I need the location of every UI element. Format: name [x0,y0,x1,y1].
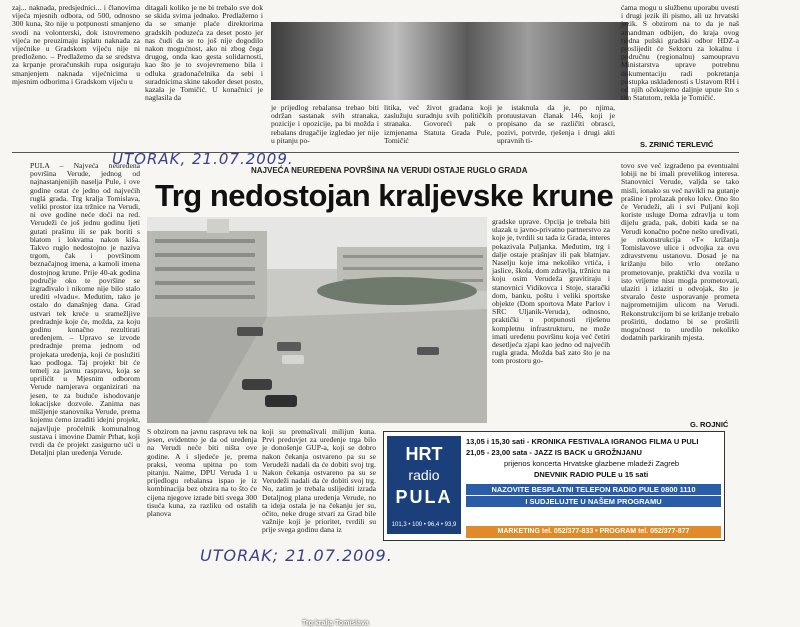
article-column-far-right: tovo sve već izgrađeno pa eventualni lobiji ne bi imali prevelikog interesa. Stanovnici Verude, valjda se tako misli, ionako su već navikli na gutanje prašine i prolazak preko lokv. Ono što će Verudeži, ali i svi Puljani koji koriste usluge Doma zdravlja u tom dijelu grada, pak, dobiti kada se na Verudi konačno počne nešto uređivati, je rekonstrukcija »T« križanja Tomislavove ulice i odvojka za ovu zdravstvenu ustanovu. Dosad je na križanju bilo vrlo otežano prometovanje, praktički dva vozila u isto vrijeme nisu mogla prometovati, ulaziti i izlaziti u odvojak, što je stvaralo česte usporavanje prometa najprometnijim ulicom na Verudi. Rekonstrukcijom bi se križanje trebalo proširiti, dodatno bi se proširili mogućnost to uredilo nekoliko dodatnih parkiranih mjesta. [621,161,739,343]
ad-line-1: 13,05 i 15,30 sati - KRONIKA FESTIVALA IGRANOG FILMA U PULI [466,437,699,446]
ad-line-3: prijenos koncerta Hrvatske glazbene mladeži Zagreb [504,459,680,468]
ad-footer-phones: MARKETING tel. 052/377-833 • PROGRAM tel. 052/377-877 [466,526,721,538]
photo-caption: Trg kralja Tomislava [302,620,369,627]
logo-frequencies: 101,3 • 100 • 96,4 • 93,9 [391,522,457,528]
ad-line-2: 21,05 - 23,00 sata - JAZZ IS BACK u GROŽNJANU [466,448,642,457]
article-column-left: PULA – Najveća neuređena površina Verude, jednog od najnastanjenijih naselja Pule, i ove godine ostat će jedno od najvećih ruglá grada. Trg kralja Tomislava, veliki prostor iza tržnice na Verudi, ni ove godine neće doći na red. Verudeži će još jednu godinu ljeti gutati prašinu ili se pak boriti s blatom i lokvama nakon kiša. Takvo ruglo nedostojno je naziva trgom, čak i površinom beznačajnog imena, a kamoli imena dostojnog krune. Prije 40-ak godina područje oko te površine se izgrađivalo i nikome nije bilo stalo urediti »lvadu«. Međutim, tako je ostalo do današnjeg dana. Grad ustvari tek kreće u sramežljive predradnje koje će, možda, za koju godinu konačno rezultirati uređenjem. – Upravo se izvode predradnje prema jednom od projekata uređenja, koji će poslužiti kao podloga. Taj projekt bit će temelj za javnu raspravu, koja se uprilićit u Mjesnim odborom Verude namjerava organizirati na jesen, te za buduće ishodovanje lokacijske dozvole. Zanima nas mišljenje stanovnika Verude, prema kojemu ćemo izraditi idejni projekt, najavljuje pročelnik komunalnog sustava i imovine Damir Prhat, koji tvrdi da će projekt zasigurno ući u Detaljni plan uređenja Verude. [30,161,140,458]
top-photo-car-interior [271,22,628,100]
top-column-6: ćama mogu u službenu uporabu uvesti i drugi jezik ili pismo, ali uz hrvatski jezik. S obzirom na to da je naš amandman odbijen, do kraja ovog tjedna pulski gradski odbor HDZ-a proslijedit će Sektoru za lokalnu i područnu (regionalnu) samoupravu Ministarstva uprave potrebnu dokumentaciju radi pokretanja postupka usklađenosti s Ustavom RH i od njih očekujemo daljnje upute što s tim Statutom, rekla je Tomičić. [621,3,739,103]
handwritten-date-top: UTORAK, 21.07.2009. [112,150,294,168]
ad-line-4: DNEVNIK RADIO PULE u 15 sati [534,470,649,479]
logo-hrt: HRT [405,444,443,464]
article-column-right-mid: gradske uprave. Opcija je trebala biti ulazak u javno-privatno partnerstvo za koje je, tvrdili su tada iz Grada, interes pokazivala Puljanka. Međutim, trg i dalje ostaje prašnjav ili pak blatnjav. Naselju koje ima nekoliko vrtića, i jaslice, škola, dom zdravlja, tržnicu na koju osim Verudeža gravitiraju i stanovnici Vidikovca i Stoje, starački dom, banku, poštu i veliki sportske objekte (Dom sportova Mate Parlov i SRC Uljanik-Veruda), odnosno, praktički u potpunosti riješenu kompletnu infrastrukturu, ne može imati uređenu površinu koja već četiri desetljeća zjapi kao jedno od najvećih rugla grada. Možda baš zato što je na tom prostoru go- [492,217,610,366]
logo-radio: radio [408,467,440,483]
radio-pula-advertisement [383,431,725,541]
article-byline: G. ROJNIĆ [690,420,729,429]
article-column-mid-2: koji su premašivali milijun kuna. Prvi preduvjet za uređenje trga bilo je donošenje GUP-a, koji se dobro nakon čekanja ostvareno pa su se Verudeži nadali da će dobiti svoj trg. Nakon čekanja ostvareno pa su se Verudeži nadali da će dobiti svoj trg. No, zatim je trebala uslijediti izrada Detaljnog plana uređenja Verude, no ta ideja ostala je na čekanju jer su, očito, neke druge stvari za Grad bile važnije koji je prioritet, tvrdili su prije svega godinu dana iz [262,427,376,535]
top-column-2: ditagali koliko je ne bi trebalo sve dok se skida svima jednako. Predlažemo i da se smanje plaće direktorima gradskih poduzeća za deset posto jer nas čudi da se to još nije dogodilo nakon mogućnost, ako ni zbog čega drugog, onda kao gesta solidarnosti, kao što je to svojevremeno bila i odluka gradonačelnika da sebi i suradnicima skine također deset posto, kazala je Tomičić. U konačnici je naglasila da [145,3,263,103]
main-photo-illustration [147,217,487,423]
top-column-5: je istaknula da je, po njima, protuustavan članak 146, koji je propisano da se različiti obrasci, pozivi, potvrde, rješenja i drugi akti upravnih ti- [497,103,615,145]
top-byline: S. ZRINIĆ TERLEVIĆ [640,140,714,149]
top-column-3: je prijedlog rebalansa trebao biti održan sastanak svih stranaka, pozicije i opozicije, pa bi možda i rebalans drugačije izgledao jer nije u pitanju po- [271,103,379,145]
top-column-4: litika, već život građana koji zaslužuju suradnju svih političkih stranaka. Govoreći pak o izmjenama Statuta Grada Pule, Tomičić [384,103,492,145]
ad-free-phone-banner: NAZOVITE BESPLATNI TELEFON RADIO PULE 0800 1110 [466,484,721,495]
ad-participate-banner: I SUDJELUJTE U NAŠEM PROGRAMU [466,496,721,507]
radio-pula-logo [387,436,461,534]
article-column-mid-1: S obzirom na javnu raspravu tek na jesen, evidentno je da od uređenja na Verudi neće biti ništa ove godine. A i sljedeće je, prema praksi, veoma upitna po tom pitanju. Naime, DPU Veruda 1 u prijedlogu rebalansa ispao je iz kombinacija bez obzira na to što će cijena njegove izrade biti svega 300 tisuća kuna, za razliku od ostalih planova [147,427,257,519]
top-column-1: zaj... naknada, predsjednici... i članovima vijeća mjesnih odbora, od 500, odnosno 300 kuna, što nije u potpunosti smanjeno svodi na volonterski, dok istovremeno vijeća ne preuzimaju isplatu naknada za vijećnike u Gradskom vijeću nije ni predloženo. – Predlažemo da se sredstva za krpanje proračunskih rupa osiguraju smanjenjem naknada vijećnicima u mjesnim odborima i Gradskom vijeću u [12,3,140,86]
handwritten-date-bottom: UTORAK; 21.07.2009. [200,546,393,565]
article-headline: Trg nedostojan kraljevske krune [155,178,614,213]
article-kicker: NAJVEĆA NEUREĐENA POVRŠINA NA VERUDI OSTAJE RUGLO GRADA [251,166,528,175]
logo-pula: PULA [395,487,453,507]
